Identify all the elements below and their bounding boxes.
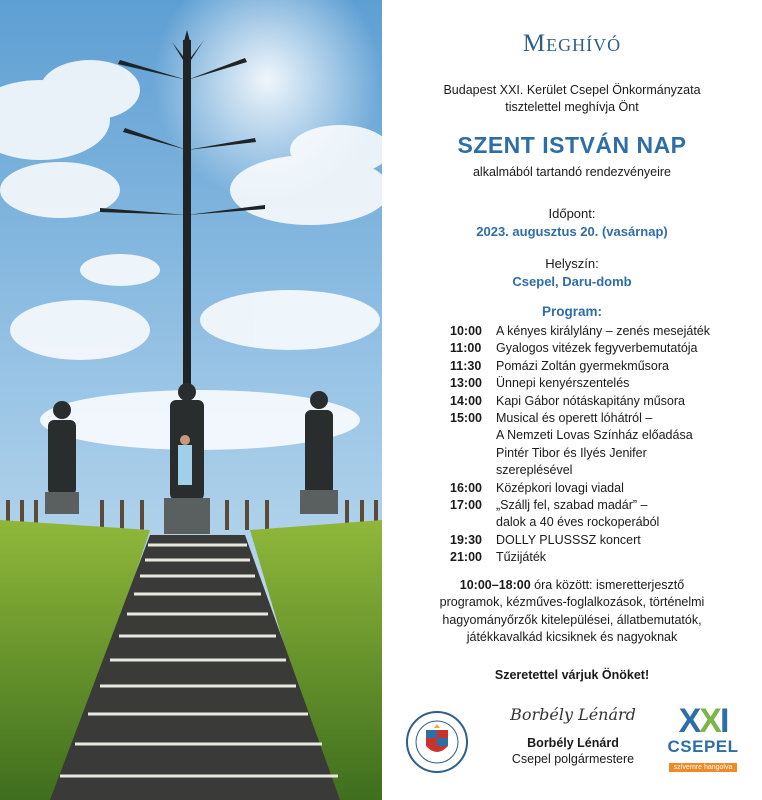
event-subtitle: alkalmából tartandó rendezvényeire: [472, 165, 672, 179]
program-line: Gyalogos vitézek fegyverbemutatója: [496, 341, 698, 356]
date-value: 2023. augusztus 20. (vasárnap): [476, 224, 668, 239]
signer-role: Csepel polgármestere: [511, 752, 635, 766]
program-line: Pomázi Zoltán gyermekműsora: [496, 358, 669, 373]
program-line: Ünnepi kenyérszentelés: [496, 376, 630, 391]
program-description: [496, 340, 760, 357]
intro-text: [382, 82, 762, 116]
program-item: [450, 549, 760, 566]
program-time: 16:00: [450, 480, 482, 495]
program-item: [450, 410, 760, 480]
program-description: [496, 532, 760, 549]
invitation-panel: [382, 0, 762, 800]
csepel-coat-of-arms: [404, 700, 470, 784]
program-item: [450, 532, 760, 549]
program-description: [496, 410, 760, 480]
program-item: [450, 358, 760, 375]
place-label: Helyszín:: [545, 256, 599, 271]
program-line: Középkori lovagi viadal: [496, 480, 624, 495]
program-item: [450, 323, 760, 340]
program-line: A Nemzeti Lovas Színház előadása: [496, 428, 693, 443]
event-name: SZENT ISTVÁN NAP: [457, 132, 687, 158]
extra-line: programok, kézműves-foglalkozások, történelmi: [439, 595, 705, 610]
signature-block: [488, 700, 658, 766]
program-heading: Program:: [541, 304, 602, 319]
signer-name: Borbély Lénárd: [527, 736, 619, 750]
program-item: [450, 497, 760, 532]
program-line: „Szállj fel, szabad madár” –: [496, 498, 648, 513]
program-time: 21:00: [450, 550, 482, 565]
program-time: 15:00: [450, 411, 482, 426]
program-item: [450, 393, 760, 410]
extra-time: 10:00–18:00: [459, 578, 531, 592]
program-time: 10:00: [450, 324, 482, 338]
program-time: 17:00: [450, 498, 482, 513]
invitation-title: Meghívó: [522, 30, 622, 57]
signature: Borbély Lénárd: [510, 705, 636, 724]
program-item: [450, 480, 760, 497]
program-line: Musical és operett lóhátról –: [496, 411, 653, 426]
program-time: 11:00: [450, 341, 482, 356]
program-description: [496, 497, 760, 532]
logo-xxi: XXI: [678, 702, 728, 740]
place-value: Csepel, Daru-domb: [512, 274, 632, 289]
date-label: Időpont:: [548, 206, 596, 221]
welcome-text: Szeretettel várjuk Önöket!: [494, 668, 650, 682]
program-list: [450, 323, 760, 567]
intro-line: tisztelettel meghívja Önt: [505, 100, 639, 114]
program-description: [496, 480, 760, 497]
program-description: [496, 323, 760, 340]
program-item: [450, 375, 760, 392]
extra-line: hagyományőrzők kitelepülései, állatbemutatók,: [442, 612, 702, 627]
program-line: Kapi Gábor nótáskapitány műsora: [496, 393, 685, 408]
program-item: [450, 340, 760, 357]
coat-of-arms-icon: [404, 700, 470, 784]
program-description: [496, 393, 760, 410]
program-description: [496, 358, 760, 375]
program-line: A kényes királylány – zenés mesejáték: [496, 324, 710, 338]
logo-name: CSEPEL: [667, 737, 739, 756]
extra-line: játékkavalkád kicsiknek és nagyoknak: [466, 630, 678, 645]
extra-programs: [382, 577, 762, 647]
program-line: Tűzijáték: [496, 550, 547, 565]
program-time: 11:30: [450, 358, 482, 373]
program-description: [496, 549, 760, 566]
program-time: 19:30: [450, 532, 482, 547]
program-description: [496, 375, 760, 392]
program-line: dalok a 40 éves rockoperából: [496, 515, 660, 530]
logo-tagline: szívemre hangolva: [669, 763, 738, 772]
program-time: 14:00: [450, 393, 482, 408]
program-line: Pintér Tibor és Ilyés Jenifer: [496, 445, 647, 460]
extra-line: óra között: ismeretterjesztő: [534, 578, 685, 592]
program-line: DOLLY PLUSSSZ koncert: [496, 532, 641, 547]
program-time: 13:00: [450, 376, 482, 391]
csepel-logo: [660, 704, 746, 774]
program-line: szereplésével: [496, 463, 573, 478]
intro-line: Budapest XXI. Kerület Csepel Önkormányzata: [443, 83, 701, 97]
